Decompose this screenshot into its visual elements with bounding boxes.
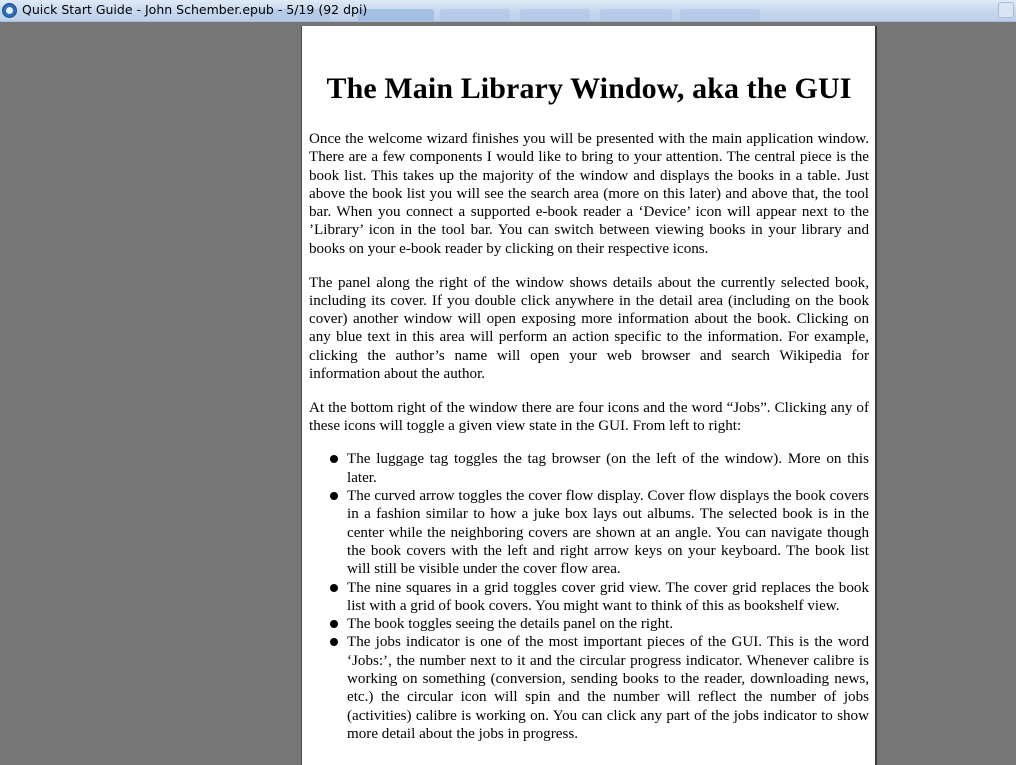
list-item-text: The curved arrow toggles the cover flow display. Cover flow displays the book covers in a fashion similar to how a juke box lays out albums. The selected book is in the center while the neighboring covers are shown at an angle. You can navigate though the book covers with the left and right arrow keys on your keyboard. The book list will still be visible under the cover flow area. (347, 488, 869, 578)
background-taskbar-ghost (520, 9, 590, 22)
paragraph: At the bottom right of the window there are four icons and the word “Jobs”. Clicking any of these icons will toggle a given view state in the GUI. From left to right: (309, 399, 869, 435)
bullet-list (309, 450, 869, 743)
paragraph: The panel along the right of the window shows details about the currently selected book, including its cover. If you double click anywhere in the detail area (including on the book cover) another window will open exposing more information about the book. Clicking on any blue text in this area will perform an action specific to the information. For example, clicking the author’s name will open your web browser and search Wikipedia for information about the author. (309, 274, 869, 383)
page-heading: The Main Library Window, aka the GUI (326, 72, 852, 105)
bullet-icon (330, 584, 338, 592)
list-item-text: The jobs indicator is one of the most important pieces of the GUI. This is the word ‘Jobs:’, the number next to it and the circular progress indicator. Whenever calibre is working on something (conversion, sending books to the reader, downloading news, etc.) the circular icon will spin and the number will reflect the number of jobs (activities) calibre is working on. You can click any part of the jobs indicator to show more detail about the jobs in progress. (347, 634, 869, 742)
background-taskbar-ghost (440, 9, 510, 22)
list-item (347, 615, 869, 633)
window-control-button[interactable] (998, 2, 1014, 18)
bullet-icon (330, 455, 338, 463)
list-item (347, 633, 869, 743)
list-item-text: The luggage tag toggles the tag browser (on the left of the window). More on this later. (347, 451, 869, 486)
calibre-viewer-icon[interactable] (2, 3, 17, 18)
background-taskbar-ghost (358, 9, 434, 22)
bullet-icon (330, 492, 338, 500)
document-viewer-area[interactable] (0, 22, 1016, 765)
list-item (347, 487, 869, 578)
paragraph: Once the welcome wizard finishes you will be presented with the main application window. There are a few components I would like to bring to your attention. The central piece is the book list. This takes up the majority of the window and displays the books in a table. Just above the book list you will see the search area (more on this later) and above that, the tool bar. When you connect a supported e-book reader a ‘Device’ icon will appear next to the ’Library’ icon in the tool bar. You can switch between viewing books in your library and books on your e-book reader by clicking on their respective icons. (309, 131, 869, 257)
bullet-icon (330, 638, 338, 646)
ebook-page[interactable] (301, 26, 877, 765)
window-title: Quick Start Guide - John Schember.epub - 5/19 (92 dpi) (22, 2, 368, 17)
list-item (347, 579, 869, 616)
bullet-icon (330, 620, 338, 628)
background-taskbar-ghost (680, 9, 760, 22)
list-item (347, 450, 869, 487)
list-item-text: The nine squares in a grid toggles cover grid view. The cover grid replaces the book list with a grid of book covers. You might want to think of this as bookshelf view. (347, 579, 869, 614)
background-taskbar-ghost (600, 9, 672, 22)
list-item-text: The book toggles seeing the details panel on the right. (347, 616, 674, 633)
window-titlebar[interactable] (0, 0, 1016, 22)
